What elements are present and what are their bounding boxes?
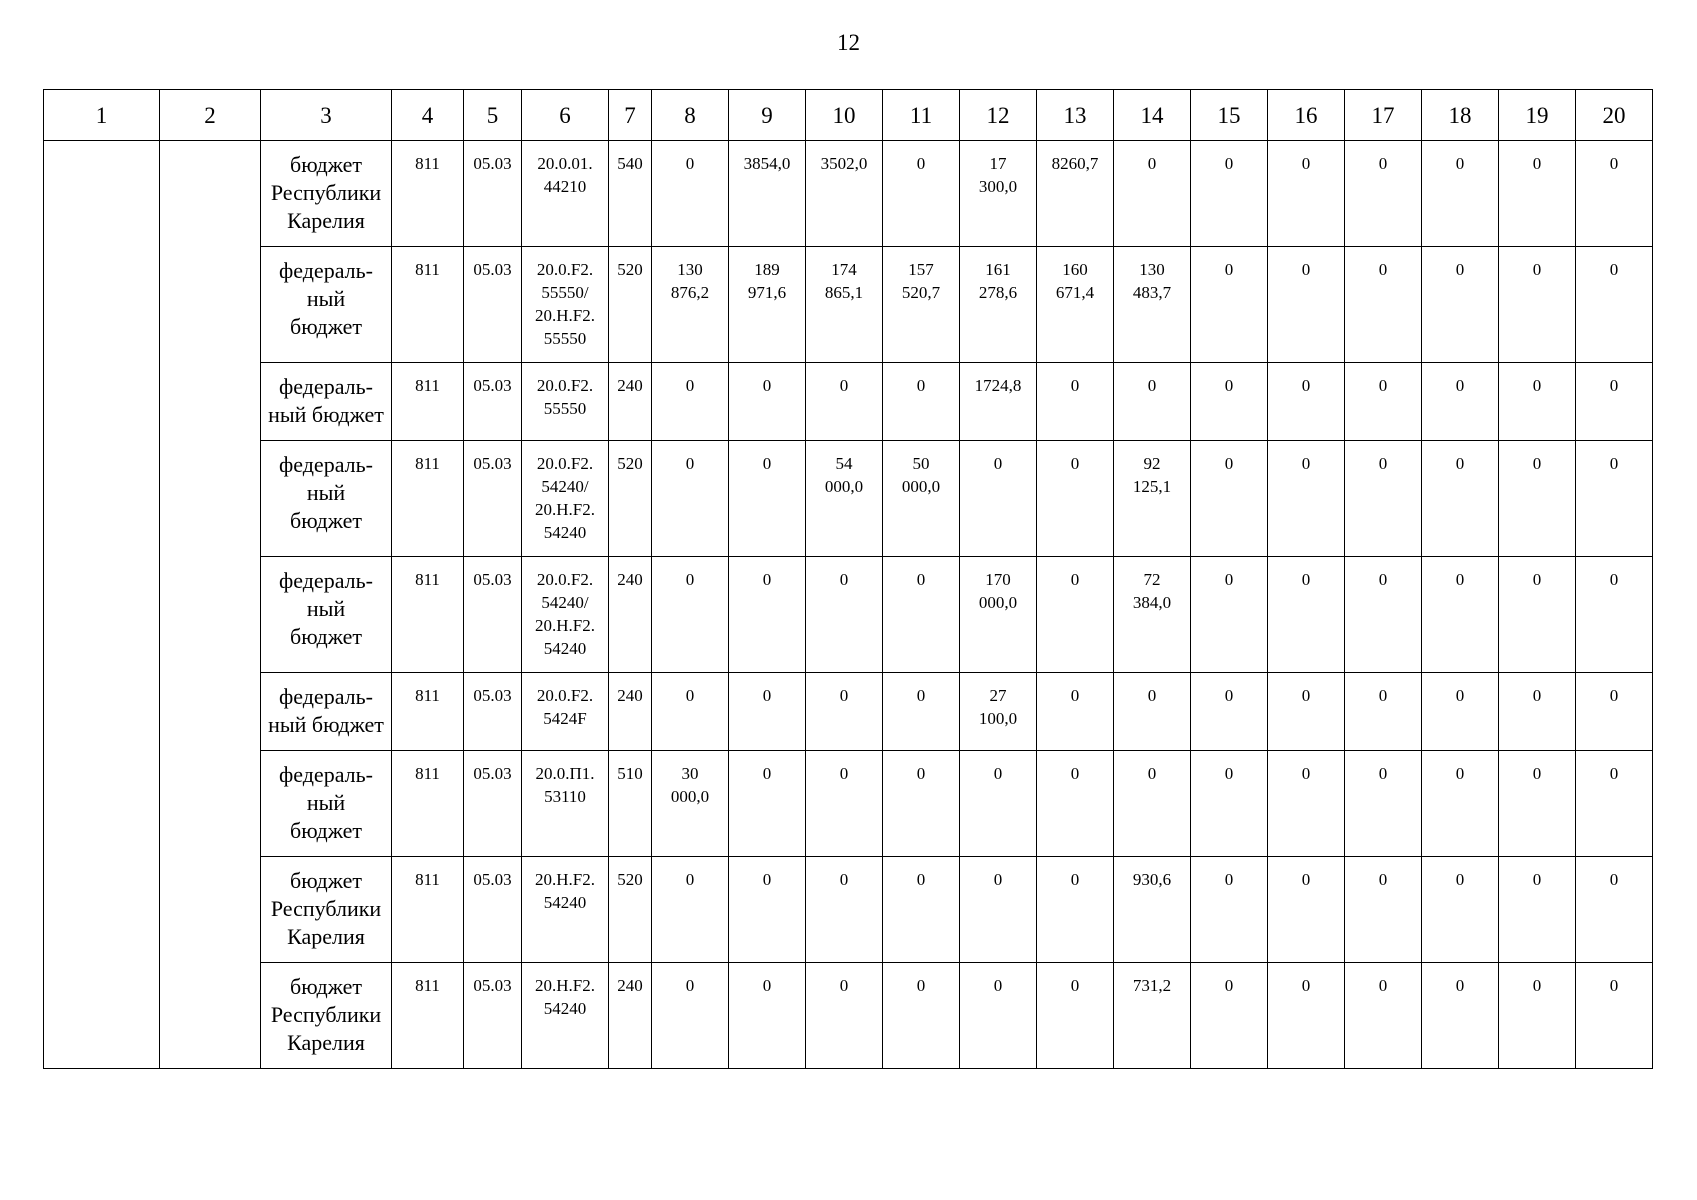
funding-source-cell: бюджет Республики Карелия xyxy=(261,857,392,963)
table-cell: 189 971,6 xyxy=(729,247,806,363)
table-cell: 0 xyxy=(806,557,883,673)
table-cell: 0 xyxy=(1037,557,1114,673)
table-cell: 811 xyxy=(392,441,464,557)
table-cell: 0 xyxy=(1345,557,1422,673)
table-cell: 0 xyxy=(1422,557,1499,673)
table-cell: 05.03 xyxy=(464,751,522,857)
funding-source-cell: федераль- ный бюджет xyxy=(261,363,392,441)
table-cell: 0 xyxy=(1345,751,1422,857)
table-cell: 0 xyxy=(1422,247,1499,363)
table-cell: 20.0.F2. 55550/ 20.H.F2. 55550 xyxy=(522,247,609,363)
column-header: 1 xyxy=(44,90,160,141)
table-cell: 20.0.01. 44210 xyxy=(522,141,609,247)
table-cell: 0 xyxy=(1268,141,1345,247)
table-cell: 0 xyxy=(729,857,806,963)
table-cell: 0 xyxy=(1422,673,1499,751)
table-cell: 0 xyxy=(1345,673,1422,751)
table-cell: 0 xyxy=(1268,363,1345,441)
table-cell: 0 xyxy=(806,673,883,751)
table-cell: 0 xyxy=(1345,141,1422,247)
table-cell: 0 xyxy=(1422,751,1499,857)
merged-cell-col2 xyxy=(160,141,261,1069)
column-header: 16 xyxy=(1268,90,1345,141)
table-cell: 0 xyxy=(960,857,1037,963)
table-cell: 0 xyxy=(1499,557,1576,673)
table-cell: 0 xyxy=(1422,363,1499,441)
table-cell: 0 xyxy=(883,141,960,247)
table-cell: 161 278,6 xyxy=(960,247,1037,363)
table-cell: 20.0.F2. 54240/ 20.H.F2. 54240 xyxy=(522,441,609,557)
table-cell: 0 xyxy=(960,441,1037,557)
column-header: 14 xyxy=(1114,90,1191,141)
table-cell: 0 xyxy=(1499,141,1576,247)
table-cell: 240 xyxy=(609,963,652,1069)
table-cell: 0 xyxy=(1499,441,1576,557)
table-cell: 130 483,7 xyxy=(1114,247,1191,363)
table-cell: 0 xyxy=(1268,557,1345,673)
table-cell: 0 xyxy=(1191,963,1268,1069)
funding-source-cell: бюджет Республики Карелия xyxy=(261,141,392,247)
table-cell: 0 xyxy=(1422,441,1499,557)
column-header: 8 xyxy=(652,90,729,141)
table-cell: 0 xyxy=(1191,751,1268,857)
table-cell: 0 xyxy=(1268,857,1345,963)
column-header: 10 xyxy=(806,90,883,141)
table-cell: 0 xyxy=(1576,673,1653,751)
table-cell: 811 xyxy=(392,363,464,441)
table-row xyxy=(44,247,1653,363)
table-cell: 0 xyxy=(729,441,806,557)
table-cell: 240 xyxy=(609,363,652,441)
table-cell: 731,2 xyxy=(1114,963,1191,1069)
table-cell: 0 xyxy=(652,963,729,1069)
table-cell: 0 xyxy=(1576,857,1653,963)
table-cell: 0 xyxy=(1268,441,1345,557)
table-cell: 0 xyxy=(652,441,729,557)
table-cell: 0 xyxy=(1422,857,1499,963)
table-cell: 0 xyxy=(1191,363,1268,441)
table-cell: 157 520,7 xyxy=(883,247,960,363)
table-cell: 0 xyxy=(1576,751,1653,857)
table-cell: 0 xyxy=(1576,247,1653,363)
table-cell: 0 xyxy=(960,751,1037,857)
table-cell: 174 865,1 xyxy=(806,247,883,363)
column-header: 13 xyxy=(1037,90,1114,141)
table-cell: 17 300,0 xyxy=(960,141,1037,247)
table-cell: 0 xyxy=(1268,247,1345,363)
table-cell: 170 000,0 xyxy=(960,557,1037,673)
table-cell: 0 xyxy=(883,857,960,963)
table-cell: 0 xyxy=(729,363,806,441)
table-cell: 0 xyxy=(1037,963,1114,1069)
column-header: 9 xyxy=(729,90,806,141)
budget-table xyxy=(43,89,1653,1069)
table-cell: 0 xyxy=(1268,751,1345,857)
table-cell: 0 xyxy=(1114,141,1191,247)
column-header: 20 xyxy=(1576,90,1653,141)
table-cell: 0 xyxy=(652,673,729,751)
table-cell: 92 125,1 xyxy=(1114,441,1191,557)
funding-source-cell: федераль- ный бюджет xyxy=(261,441,392,557)
column-header: 7 xyxy=(609,90,652,141)
table-cell: 8260,7 xyxy=(1037,141,1114,247)
table-cell: 510 xyxy=(609,751,652,857)
column-header: 19 xyxy=(1499,90,1576,141)
table-cell: 0 xyxy=(1345,247,1422,363)
table-cell: 0 xyxy=(652,363,729,441)
table-cell: 0 xyxy=(1037,363,1114,441)
table-cell: 0 xyxy=(1576,557,1653,673)
table-cell: 0 xyxy=(1345,441,1422,557)
table-cell: 520 xyxy=(609,247,652,363)
table-cell: 20.H.F2. 54240 xyxy=(522,963,609,1069)
table-row xyxy=(44,363,1653,441)
table-cell: 811 xyxy=(392,247,464,363)
column-header: 2 xyxy=(160,90,261,141)
table-cell: 0 xyxy=(1499,751,1576,857)
table-cell: 0 xyxy=(1191,857,1268,963)
table-cell: 0 xyxy=(1114,363,1191,441)
table-cell: 811 xyxy=(392,673,464,751)
table-cell: 0 xyxy=(1499,857,1576,963)
column-header: 4 xyxy=(392,90,464,141)
table-cell: 0 xyxy=(883,673,960,751)
column-header: 11 xyxy=(883,90,960,141)
column-header: 3 xyxy=(261,90,392,141)
table-row xyxy=(44,963,1653,1069)
table-cell: 0 xyxy=(1499,673,1576,751)
table-cell: 0 xyxy=(1191,247,1268,363)
table-cell: 0 xyxy=(960,963,1037,1069)
table-cell: 130 876,2 xyxy=(652,247,729,363)
table-cell: 0 xyxy=(1191,441,1268,557)
table-cell: 20.0.F2. 55550 xyxy=(522,363,609,441)
table-cell: 30 000,0 xyxy=(652,751,729,857)
table-cell: 520 xyxy=(609,441,652,557)
table-cell: 20.0.П1. 53110 xyxy=(522,751,609,857)
table-row xyxy=(44,441,1653,557)
table-cell: 540 xyxy=(609,141,652,247)
table-cell: 0 xyxy=(652,557,729,673)
table-cell: 0 xyxy=(1499,247,1576,363)
table-cell: 0 xyxy=(1114,751,1191,857)
table-cell: 20.H.F2. 54240 xyxy=(522,857,609,963)
table-row xyxy=(44,141,1653,247)
table-row xyxy=(44,751,1653,857)
table-cell: 0 xyxy=(883,363,960,441)
table-cell: 05.03 xyxy=(464,857,522,963)
table-cell: 0 xyxy=(806,857,883,963)
table-cell: 20.0.F2. 5424F xyxy=(522,673,609,751)
table-cell: 0 xyxy=(1268,963,1345,1069)
table-cell: 3502,0 xyxy=(806,141,883,247)
table-cell: 0 xyxy=(1422,963,1499,1069)
table-cell: 0 xyxy=(806,363,883,441)
table-cell: 0 xyxy=(1345,963,1422,1069)
table-row xyxy=(44,857,1653,963)
table-cell: 3854,0 xyxy=(729,141,806,247)
table-cell: 0 xyxy=(1576,141,1653,247)
table-cell: 72 384,0 xyxy=(1114,557,1191,673)
table-cell: 50 000,0 xyxy=(883,441,960,557)
header-row xyxy=(44,90,1653,141)
table-cell: 811 xyxy=(392,963,464,1069)
table-cell: 27 100,0 xyxy=(960,673,1037,751)
table-cell: 0 xyxy=(883,751,960,857)
table-cell: 240 xyxy=(609,557,652,673)
table-cell: 05.03 xyxy=(464,673,522,751)
table-cell: 0 xyxy=(729,963,806,1069)
table-cell: 160 671,4 xyxy=(1037,247,1114,363)
funding-source-cell: федераль- ный бюджет xyxy=(261,673,392,751)
table-cell: 0 xyxy=(1268,673,1345,751)
table-cell: 05.03 xyxy=(464,557,522,673)
table-cell: 0 xyxy=(1037,673,1114,751)
table-cell: 0 xyxy=(1499,963,1576,1069)
column-header: 5 xyxy=(464,90,522,141)
funding-source-cell: федераль- ный бюджет xyxy=(261,557,392,673)
table-cell: 0 xyxy=(1037,857,1114,963)
table-cell: 0 xyxy=(1576,963,1653,1069)
table-cell: 811 xyxy=(392,557,464,673)
table-cell: 0 xyxy=(1422,141,1499,247)
table-cell: 0 xyxy=(652,141,729,247)
table-cell: 0 xyxy=(1576,441,1653,557)
table-cell: 0 xyxy=(1114,673,1191,751)
table-cell: 811 xyxy=(392,857,464,963)
table-cell: 05.03 xyxy=(464,141,522,247)
column-header: 17 xyxy=(1345,90,1422,141)
table-cell: 54 000,0 xyxy=(806,441,883,557)
table-cell: 0 xyxy=(729,751,806,857)
funding-source-cell: бюджет Республики Карелия xyxy=(261,963,392,1069)
merged-cell-col1 xyxy=(44,141,160,1069)
column-header: 15 xyxy=(1191,90,1268,141)
column-header: 12 xyxy=(960,90,1037,141)
table-cell: 240 xyxy=(609,673,652,751)
table-cell: 0 xyxy=(1191,557,1268,673)
table-cell: 20.0.F2. 54240/ 20.H.F2. 54240 xyxy=(522,557,609,673)
table-cell: 05.03 xyxy=(464,363,522,441)
funding-source-cell: федераль- ный бюджет xyxy=(261,247,392,363)
column-header: 18 xyxy=(1422,90,1499,141)
table-cell: 0 xyxy=(1576,363,1653,441)
table-cell: 930,6 xyxy=(1114,857,1191,963)
table-cell: 0 xyxy=(729,557,806,673)
table-cell: 0 xyxy=(1037,441,1114,557)
table-cell: 0 xyxy=(1191,673,1268,751)
table-cell: 0 xyxy=(806,963,883,1069)
funding-source-cell: федераль- ный бюджет xyxy=(261,751,392,857)
table-cell: 520 xyxy=(609,857,652,963)
table-cell: 0 xyxy=(729,673,806,751)
table-cell: 05.03 xyxy=(464,247,522,363)
table-cell: 0 xyxy=(883,557,960,673)
table-cell: 0 xyxy=(806,751,883,857)
table-cell: 0 xyxy=(883,963,960,1069)
page-number: 12 xyxy=(837,30,860,55)
table-cell: 0 xyxy=(652,857,729,963)
table-cell: 0 xyxy=(1345,857,1422,963)
table-cell: 0 xyxy=(1037,751,1114,857)
table-cell: 0 xyxy=(1345,363,1422,441)
table-cell: 05.03 xyxy=(464,963,522,1069)
table-cell: 0 xyxy=(1499,363,1576,441)
table-cell: 811 xyxy=(392,751,464,857)
table-cell: 0 xyxy=(1191,141,1268,247)
table-cell: 1724,8 xyxy=(960,363,1037,441)
column-header: 6 xyxy=(522,90,609,141)
table-cell: 05.03 xyxy=(464,441,522,557)
table-cell: 811 xyxy=(392,141,464,247)
table-row xyxy=(44,557,1653,673)
table-row xyxy=(44,673,1653,751)
